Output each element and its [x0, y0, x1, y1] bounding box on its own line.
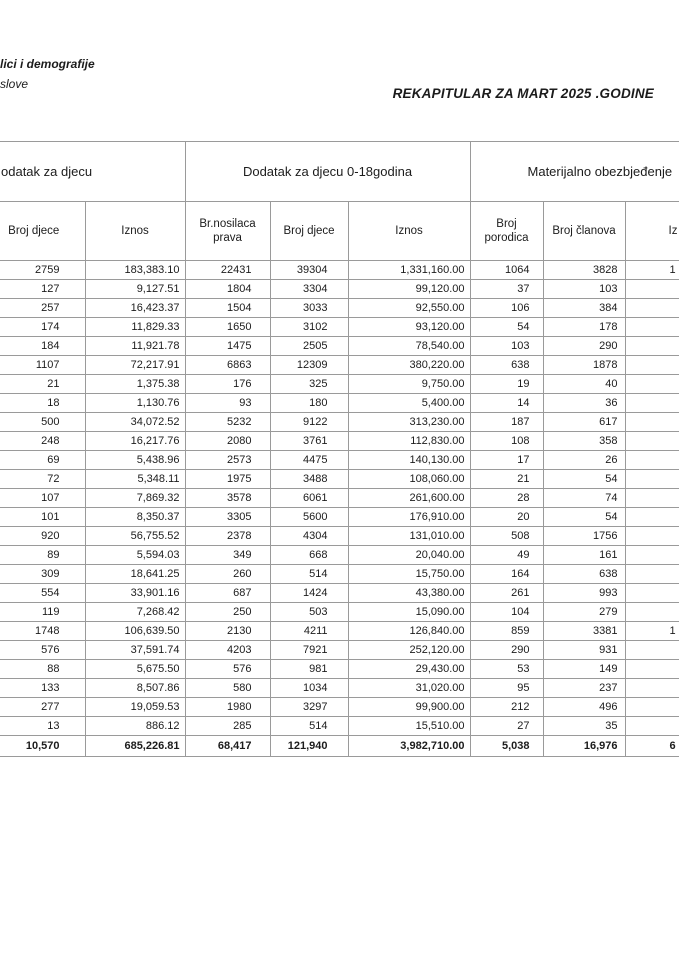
table-row-cell: 11,829.33: [85, 318, 185, 337]
table-row-cell: 17: [470, 451, 543, 470]
table-row-cell: 3578: [185, 489, 270, 508]
table-body: [0, 261, 679, 757]
table-row-cell: 21: [470, 470, 543, 489]
table-row-cell: 22431: [185, 261, 270, 280]
table-row-cell: 104: [470, 603, 543, 622]
table-row-cell: 56,755.52: [85, 527, 185, 546]
group-materijalno-obezbjedjenje: Materijalno obezbjeđenje: [470, 142, 679, 202]
table-row-cell: 54: [470, 318, 543, 337]
table-row: [0, 508, 679, 527]
table-row-cell: 3381: [543, 622, 625, 641]
table-row-cell: 313,230.00: [348, 413, 470, 432]
table-row-cell: 35: [543, 717, 625, 736]
table-row-cell: [625, 641, 679, 660]
table-row-cell: 99,900.00: [348, 698, 470, 717]
table-row-cell: [625, 489, 679, 508]
table-row-cell: 29,430.00: [348, 660, 470, 679]
table-row-cell: 554: [0, 584, 85, 603]
table-row: [0, 603, 679, 622]
table-row-cell: 112,830.00: [348, 432, 470, 451]
table-row-cell: 101: [0, 508, 85, 527]
table-row-cell: 260: [185, 565, 270, 584]
table-row: [0, 451, 679, 470]
table-row-cell: 161: [543, 546, 625, 565]
table-row-cell: [625, 318, 679, 337]
table-row-cell: 34,072.52: [85, 413, 185, 432]
table-row-cell: 1,130.76: [85, 394, 185, 413]
total-row-cell: 6: [625, 736, 679, 757]
table-row-cell: 1650: [185, 318, 270, 337]
table-row-cell: 180: [270, 394, 348, 413]
table-row-cell: 1: [625, 622, 679, 641]
table-row-cell: 508: [470, 527, 543, 546]
table-row-cell: 6061: [270, 489, 348, 508]
table-row: [0, 337, 679, 356]
table-row-cell: 920: [0, 527, 85, 546]
table-row: [0, 717, 679, 736]
table-row-cell: 309: [0, 565, 85, 584]
table-row: [0, 527, 679, 546]
total-row-cell: 68,417: [185, 736, 270, 757]
col-header-br-nosilaca-prava: Br.nosilaca prava: [185, 202, 270, 261]
table-row-cell: 28: [470, 489, 543, 508]
table-row-cell: 103: [543, 280, 625, 299]
table-row-cell: 250: [185, 603, 270, 622]
col-header-iznos-partial: Iz: [625, 202, 679, 261]
total-row: [0, 736, 679, 757]
table-row-cell: 149: [543, 660, 625, 679]
table-row-cell: 78,540.00: [348, 337, 470, 356]
table-row: [0, 679, 679, 698]
table-row-cell: 4475: [270, 451, 348, 470]
table-row-cell: 325: [270, 375, 348, 394]
table-row-cell: [625, 470, 679, 489]
table-row-cell: 237: [543, 679, 625, 698]
table-row-cell: 1064: [470, 261, 543, 280]
table-row-cell: 4203: [185, 641, 270, 660]
table-row-cell: [625, 527, 679, 546]
table-row-cell: 3033: [270, 299, 348, 318]
table-row-cell: 3102: [270, 318, 348, 337]
table-row: [0, 356, 679, 375]
table-row-cell: 1504: [185, 299, 270, 318]
table-row-cell: 349: [185, 546, 270, 565]
col-header-broj-clanova: Broj članova: [543, 202, 625, 261]
table-row-cell: 15,510.00: [348, 717, 470, 736]
table-row: [0, 261, 679, 280]
table-row: [0, 565, 679, 584]
total-row-cell: 10,570: [0, 736, 85, 757]
table-row-cell: [625, 584, 679, 603]
table-row-cell: [625, 299, 679, 318]
total-row-cell: 5,038: [470, 736, 543, 757]
table-row-cell: 7,268.42: [85, 603, 185, 622]
table-row-cell: [625, 698, 679, 717]
table-row-cell: 26: [543, 451, 625, 470]
group-header-row: [0, 142, 679, 202]
col-header-broj-porodica: Broj porodica: [470, 202, 543, 261]
col-header-broj-djece-2: Broj djece: [270, 202, 348, 261]
table-row-cell: 18: [0, 394, 85, 413]
table-row-cell: 3761: [270, 432, 348, 451]
table-row-cell: 19,059.53: [85, 698, 185, 717]
table-row-cell: 3488: [270, 470, 348, 489]
table-row-cell: 37,591.74: [85, 641, 185, 660]
table-row-cell: 36: [543, 394, 625, 413]
table-row-cell: 1: [625, 261, 679, 280]
table-row-cell: 2505: [270, 337, 348, 356]
table-row-cell: 2573: [185, 451, 270, 470]
table-row: [0, 698, 679, 717]
table-row-cell: 290: [470, 641, 543, 660]
table-row-cell: 33,901.16: [85, 584, 185, 603]
table-row-cell: 261: [470, 584, 543, 603]
table-row-cell: 12309: [270, 356, 348, 375]
table-row-cell: 53: [470, 660, 543, 679]
table-row-cell: 2378: [185, 527, 270, 546]
table-row-cell: 119: [0, 603, 85, 622]
recap-table: [0, 141, 679, 757]
table-row: [0, 641, 679, 660]
table-row-cell: 43,380.00: [348, 584, 470, 603]
col-header-iznos: Iznos: [85, 202, 185, 261]
table-row-cell: 7921: [270, 641, 348, 660]
table-row-cell: 1975: [185, 470, 270, 489]
table-row-cell: [625, 356, 679, 375]
table-row: [0, 394, 679, 413]
total-row-cell: 121,940: [270, 736, 348, 757]
table-row-cell: 5,594.03: [85, 546, 185, 565]
table-row-cell: 1980: [185, 698, 270, 717]
table-row-cell: 20,040.00: [348, 546, 470, 565]
col-header-broj-djece: Broj djece: [0, 202, 85, 261]
table-row-cell: 15,090.00: [348, 603, 470, 622]
table-row-cell: 580: [185, 679, 270, 698]
table-row-cell: 54: [543, 508, 625, 527]
table-row-cell: 178: [543, 318, 625, 337]
table-row-cell: 5,348.11: [85, 470, 185, 489]
table-row-cell: 9,750.00: [348, 375, 470, 394]
table-row: [0, 299, 679, 318]
table-row-cell: 1878: [543, 356, 625, 375]
table-row-cell: 54: [543, 470, 625, 489]
table-row-cell: 16,217.76: [85, 432, 185, 451]
table-row-cell: 248: [0, 432, 85, 451]
table-row-cell: 140,130.00: [348, 451, 470, 470]
table-row-cell: 1034: [270, 679, 348, 698]
table-row-cell: 638: [543, 565, 625, 584]
table-row-cell: [625, 546, 679, 565]
table-row: [0, 489, 679, 508]
table-row-cell: 500: [0, 413, 85, 432]
table-row-cell: 37: [470, 280, 543, 299]
table-row-cell: 2130: [185, 622, 270, 641]
table-row-cell: 358: [543, 432, 625, 451]
table-row-cell: 3305: [185, 508, 270, 527]
table-row-cell: 2080: [185, 432, 270, 451]
total-row-cell: 685,226.81: [85, 736, 185, 757]
table-row-cell: 108: [470, 432, 543, 451]
table-row-cell: 261,600.00: [348, 489, 470, 508]
table-row-cell: 6863: [185, 356, 270, 375]
table-row-cell: [625, 432, 679, 451]
table-row-cell: 49: [470, 546, 543, 565]
table-row-cell: [625, 375, 679, 394]
table-row-cell: 126,840.00: [348, 622, 470, 641]
table-row-cell: 3304: [270, 280, 348, 299]
table-row-cell: 617: [543, 413, 625, 432]
table-row-cell: 40: [543, 375, 625, 394]
group-dodatak-za-djecu: odatak za djecu: [0, 142, 185, 202]
table-row-cell: 993: [543, 584, 625, 603]
table-row-cell: 5,675.50: [85, 660, 185, 679]
table-row-cell: 107: [0, 489, 85, 508]
table-row-cell: 859: [470, 622, 543, 641]
table-row-cell: 981: [270, 660, 348, 679]
table-row: [0, 280, 679, 299]
table-row-cell: 4211: [270, 622, 348, 641]
table-row-cell: [625, 280, 679, 299]
column-header-row: [0, 202, 679, 261]
table-row-cell: 1748: [0, 622, 85, 641]
table-row-cell: 576: [0, 641, 85, 660]
table-row-cell: 127: [0, 280, 85, 299]
table-row: [0, 660, 679, 679]
table-row-cell: 88: [0, 660, 85, 679]
table-row-cell: 20: [470, 508, 543, 527]
table-row-cell: 19: [470, 375, 543, 394]
table-row-cell: 1424: [270, 584, 348, 603]
table-row-cell: 187: [470, 413, 543, 432]
table-row-cell: 174: [0, 318, 85, 337]
table-row-cell: 687: [185, 584, 270, 603]
table-row-cell: 384: [543, 299, 625, 318]
table-row-cell: [625, 508, 679, 527]
table-row-cell: 3828: [543, 261, 625, 280]
table-row-cell: 277: [0, 698, 85, 717]
group-dodatak-za-djecu-0-18: Dodatak za djecu 0-18godina: [185, 142, 470, 202]
table-row-cell: 133: [0, 679, 85, 698]
table-row-cell: [625, 394, 679, 413]
table-row: [0, 318, 679, 337]
table-row-cell: 5600: [270, 508, 348, 527]
table-row-cell: 252,120.00: [348, 641, 470, 660]
table-row-cell: 14: [470, 394, 543, 413]
table-row-cell: [625, 660, 679, 679]
total-row-cell: 3,982,710.00: [348, 736, 470, 757]
table-row-cell: 1475: [185, 337, 270, 356]
table-row-cell: 27: [470, 717, 543, 736]
table-row: [0, 470, 679, 489]
table-row-cell: 1804: [185, 280, 270, 299]
table-row-cell: 16,423.37: [85, 299, 185, 318]
table-row-cell: 18,641.25: [85, 565, 185, 584]
table-row-cell: 668: [270, 546, 348, 565]
table-row-cell: 886.12: [85, 717, 185, 736]
table-row-cell: [625, 451, 679, 470]
table-row: [0, 413, 679, 432]
table-row-cell: 514: [270, 717, 348, 736]
table-row-cell: 106,639.50: [85, 622, 185, 641]
table-row-cell: 11,921.78: [85, 337, 185, 356]
table-row-cell: 89: [0, 546, 85, 565]
table-row-cell: 7,869.32: [85, 489, 185, 508]
letterhead-line-2: slove: [0, 77, 29, 91]
table-row-cell: [625, 603, 679, 622]
table-row-cell: 9122: [270, 413, 348, 432]
table-row-cell: 108,060.00: [348, 470, 470, 489]
table-row-cell: 99,120.00: [348, 280, 470, 299]
table-row-cell: 576: [185, 660, 270, 679]
table-row-cell: 92,550.00: [348, 299, 470, 318]
table-row-cell: [625, 717, 679, 736]
table-row-cell: 1107: [0, 356, 85, 375]
table-row-cell: 503: [270, 603, 348, 622]
table-row-cell: 164: [470, 565, 543, 584]
table-row-cell: 103: [470, 337, 543, 356]
table-row-cell: 95: [470, 679, 543, 698]
table-row: [0, 622, 679, 641]
table-row-cell: 74: [543, 489, 625, 508]
table-row-cell: 380,220.00: [348, 356, 470, 375]
table-row-cell: 931: [543, 641, 625, 660]
table-row-cell: 183,383.10: [85, 261, 185, 280]
table-row-cell: 1,375.38: [85, 375, 185, 394]
table-row-cell: 3297: [270, 698, 348, 717]
table-row-cell: 257: [0, 299, 85, 318]
table-row-cell: [625, 413, 679, 432]
table-row-cell: 184: [0, 337, 85, 356]
table-row-cell: 5,438.96: [85, 451, 185, 470]
table-row: [0, 432, 679, 451]
table-row-cell: 72: [0, 470, 85, 489]
col-header-iznos-2: Iznos: [348, 202, 470, 261]
table-row: [0, 375, 679, 394]
table-row-cell: 72,217.91: [85, 356, 185, 375]
table-row: [0, 546, 679, 565]
table-row-cell: 106: [470, 299, 543, 318]
table-row-cell: 8,507.86: [85, 679, 185, 698]
table-row-cell: 212: [470, 698, 543, 717]
table-row-cell: 514: [270, 565, 348, 584]
table-row-cell: 290: [543, 337, 625, 356]
page-title: REKAPITULAR ZA MART 2025 .GODINE: [392, 86, 654, 101]
table-row-cell: 93: [185, 394, 270, 413]
table-row-cell: 285: [185, 717, 270, 736]
table-row-cell: 15,750.00: [348, 565, 470, 584]
table-row-cell: [625, 565, 679, 584]
letterhead-line-1: lici i demografije: [0, 57, 95, 71]
table-row-cell: 1,331,160.00: [348, 261, 470, 280]
table-row-cell: 9,127.51: [85, 280, 185, 299]
table-row: [0, 584, 679, 603]
total-row-cell: 16,976: [543, 736, 625, 757]
table-row-cell: 69: [0, 451, 85, 470]
table-row-cell: 176,910.00: [348, 508, 470, 527]
table-row-cell: 13: [0, 717, 85, 736]
table-row-cell: 496: [543, 698, 625, 717]
table-row-cell: 21: [0, 375, 85, 394]
table-row-cell: 1756: [543, 527, 625, 546]
table-row-cell: 4304: [270, 527, 348, 546]
table-row-cell: 638: [470, 356, 543, 375]
table-row-cell: 2759: [0, 261, 85, 280]
table-row-cell: 279: [543, 603, 625, 622]
table-row-cell: [625, 337, 679, 356]
table-row-cell: 39304: [270, 261, 348, 280]
table-row-cell: 5,400.00: [348, 394, 470, 413]
table-row-cell: 131,010.00: [348, 527, 470, 546]
table-row-cell: 8,350.37: [85, 508, 185, 527]
table-row-cell: 31,020.00: [348, 679, 470, 698]
table-row-cell: 5232: [185, 413, 270, 432]
table-row-cell: 93,120.00: [348, 318, 470, 337]
table-row-cell: 176: [185, 375, 270, 394]
table-row-cell: [625, 679, 679, 698]
